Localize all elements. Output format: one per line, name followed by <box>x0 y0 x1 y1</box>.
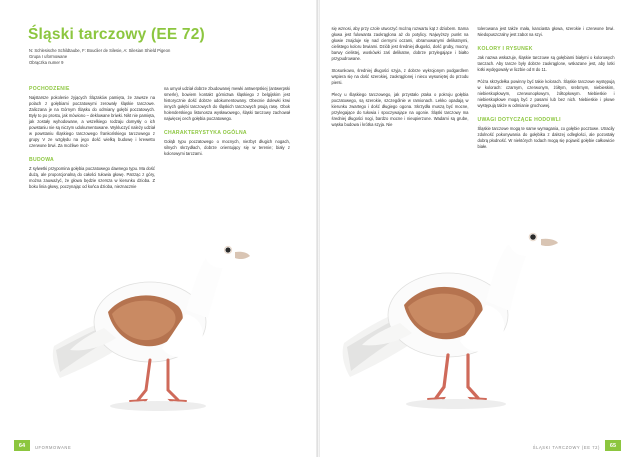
page-subtitle <box>29 48 229 67</box>
subtitle-line-3: Obrączka numer 9 <box>29 60 64 66</box>
column-4 <box>478 26 615 156</box>
page-number-left: 64 <box>14 440 30 451</box>
pigeon-photo-left <box>46 218 276 438</box>
paragraph: Plecy u śląskiego tarczowego, jak przystało ptaka o pokroju gołębia poczatowego, są szerokie, szczególnie w ramionach. Lekko opadają w kierunku zwartego i dość długiego ogona. Skrzydła muszą być mocne, przylegające do tułowia i spoczywające na ogonie. Śląski tarczowy ma średniej długości nogi, bardzo mocne i nieupierzone. Wadami są grube, wąska budowa i krótka szyja. Nie <box>331 92 469 127</box>
right-page <box>318 0 635 457</box>
paragraph: na umyoł udział dobrze zbudowanej mewki antwerpskiej (antwerpski smerle), bowiem kontakt górnictwa śląskiego z belgijskim jest historycznie dość dobrze udokumentowany. Obecnie dolewki krwi innych gołębi tarczowych do śląskich tarczowych psują rasę. Obok holenderskiego listonosza wysławowego, śląski tarczowy zachował najwięcej cech gołębia poczatowego. <box>164 86 290 121</box>
column-1 <box>29 86 155 196</box>
page-title: Śląski tarczowy (EE 72) <box>28 26 205 43</box>
paragraph: się wznosi, aby przy czole utworzyć możną rozwartu kąt z dziobem. Sama głowa jest fulowanta zaokrąglona aż do potylicy. Najwyższy punkt na głowie znajduje się nad ciernymi oczami, obramowanymi delikatnymi, cielistego koloru brwiami. Dziób jest średniej długości, dość gruby, mocny, barwy cielistej, woskówki zaś delikatne, dobrze przylegające i białto przypudrowane. <box>331 26 469 61</box>
section-heading-charakterystyka: CHARAKTERYSTYKA OGÓLNA <box>164 130 247 136</box>
paragraph: Stosunkowo, średniej długości szyja, z dobrze wykrojonym podgardlem wspiera się na dość szerokiej, zaokrąglonej i nieco wysuniętej do przodu piersi. <box>331 68 469 85</box>
paragraph: Z sylwetki przypomina gołębia poczatowego dawnego typu. Ma dość dużą, ale proporcjonalną do całości tułowia głowę. Patrząc z góry, można zauważyć, że głowa będzie szersza w kierunku dzioba. Z boku linia głowy, poczynając od końca dzioba, nieznacznie <box>29 166 155 189</box>
left-footer <box>0 435 317 457</box>
right-page-columns <box>332 26 622 156</box>
paragraph: Jak nazwa wskazuje, śląskie tarczowe są gołębiami białymi o kolorowych tarczach. Aby tarcze były dobrze zaokrąglone, wskazane jest, aby lotki łotki wydęgowały w liczbie od 8 do 11. <box>477 55 615 72</box>
section-heading-uwagi: UWAGI DOTYCZĄCE HODOWLI <box>477 117 561 123</box>
footer-label-right: ŚLĄSKI TARCZOWY (EE 72) <box>532 445 600 450</box>
subtitle-line-2: Grupa I uformowane <box>29 54 68 60</box>
footer-label-left: UFORMOWANE <box>35 445 72 450</box>
right-footer <box>318 435 635 457</box>
pigeon-photo-right <box>338 205 588 435</box>
subtitle-line-1: N: Schlesische Schildtaube, F: Bouclier de Silesie, A: Silesian Shield Pigeon <box>29 48 171 53</box>
column-2 <box>164 86 290 196</box>
section-heading-budowa: BUDOWA <box>29 157 55 163</box>
pigeon-illustration <box>338 205 588 430</box>
paragraph: Gołąb typu poczatowego o mocnych, niezbyt długich nogach, silnych skrzydłach, dobrze orientujący się w terenie; biały z kolorowymi tarczami. <box>164 139 290 156</box>
left-page-columns <box>29 86 291 196</box>
paragraph: Póżra skrzydełka powinny być takie kolorach. Śląskie tarczowe występują w kolorach: czarnym, czerwonym, żółtym, srebrnym, niebieskim, niebieskopłowym, czerwonopłowym, żółtopłowym. Niebieskie i niebieskopłowe mogą być z pasami lub bez nich. Niebieskie i płowe występują także w odmianie grochowej. <box>477 79 615 108</box>
pigeon-illustration <box>46 218 276 433</box>
section-heading-pochodzenie: POCHODZENIE <box>29 86 70 92</box>
paragraph: Najstarsze pokolenie żyjących Ślązaków pamięta, że zawsze na polach z gołębiami poczatowymi zerowały śląskie tarczowe. Zaliczana je na Górnym Śląsku do odmiany gołębi poczatowych. Były to po prostu, jak mówiono – deklowane briwki. Nikt nie pamięta, jak zostały wyhodowane, a wszelkiego rodzaju domysły o ich powstaniu nie są niczym udokumentowane. Wykluczyć należy udział w powstaniu śląskiego tarczowego frankońskiego tarczowego z grupy V ze względu na jego dość wielką budowę i krewetto czerwone brwi. Za możliwe moż- <box>29 95 155 148</box>
page-number-right: 65 <box>605 440 621 451</box>
section-heading-kolory: KOLORY I RYSUNEK <box>477 46 533 52</box>
column-3 <box>332 26 469 156</box>
paragraph: tolerowana jest także mała, kanciasta głowa, szerokie i czerwone brwi. Niedopuszczalny jest zabot na szyi. <box>477 26 615 37</box>
paragraph: Śląskie tarczowe mogą te same wymagania, co gołębie pocztowe. Utracily zdolność pokonywania do gołębika z dalszej odległości, ale pozostały dobrą płodność. W niektórych rodach mogą się pojawić gołębie całkowicie białe. <box>477 126 615 149</box>
